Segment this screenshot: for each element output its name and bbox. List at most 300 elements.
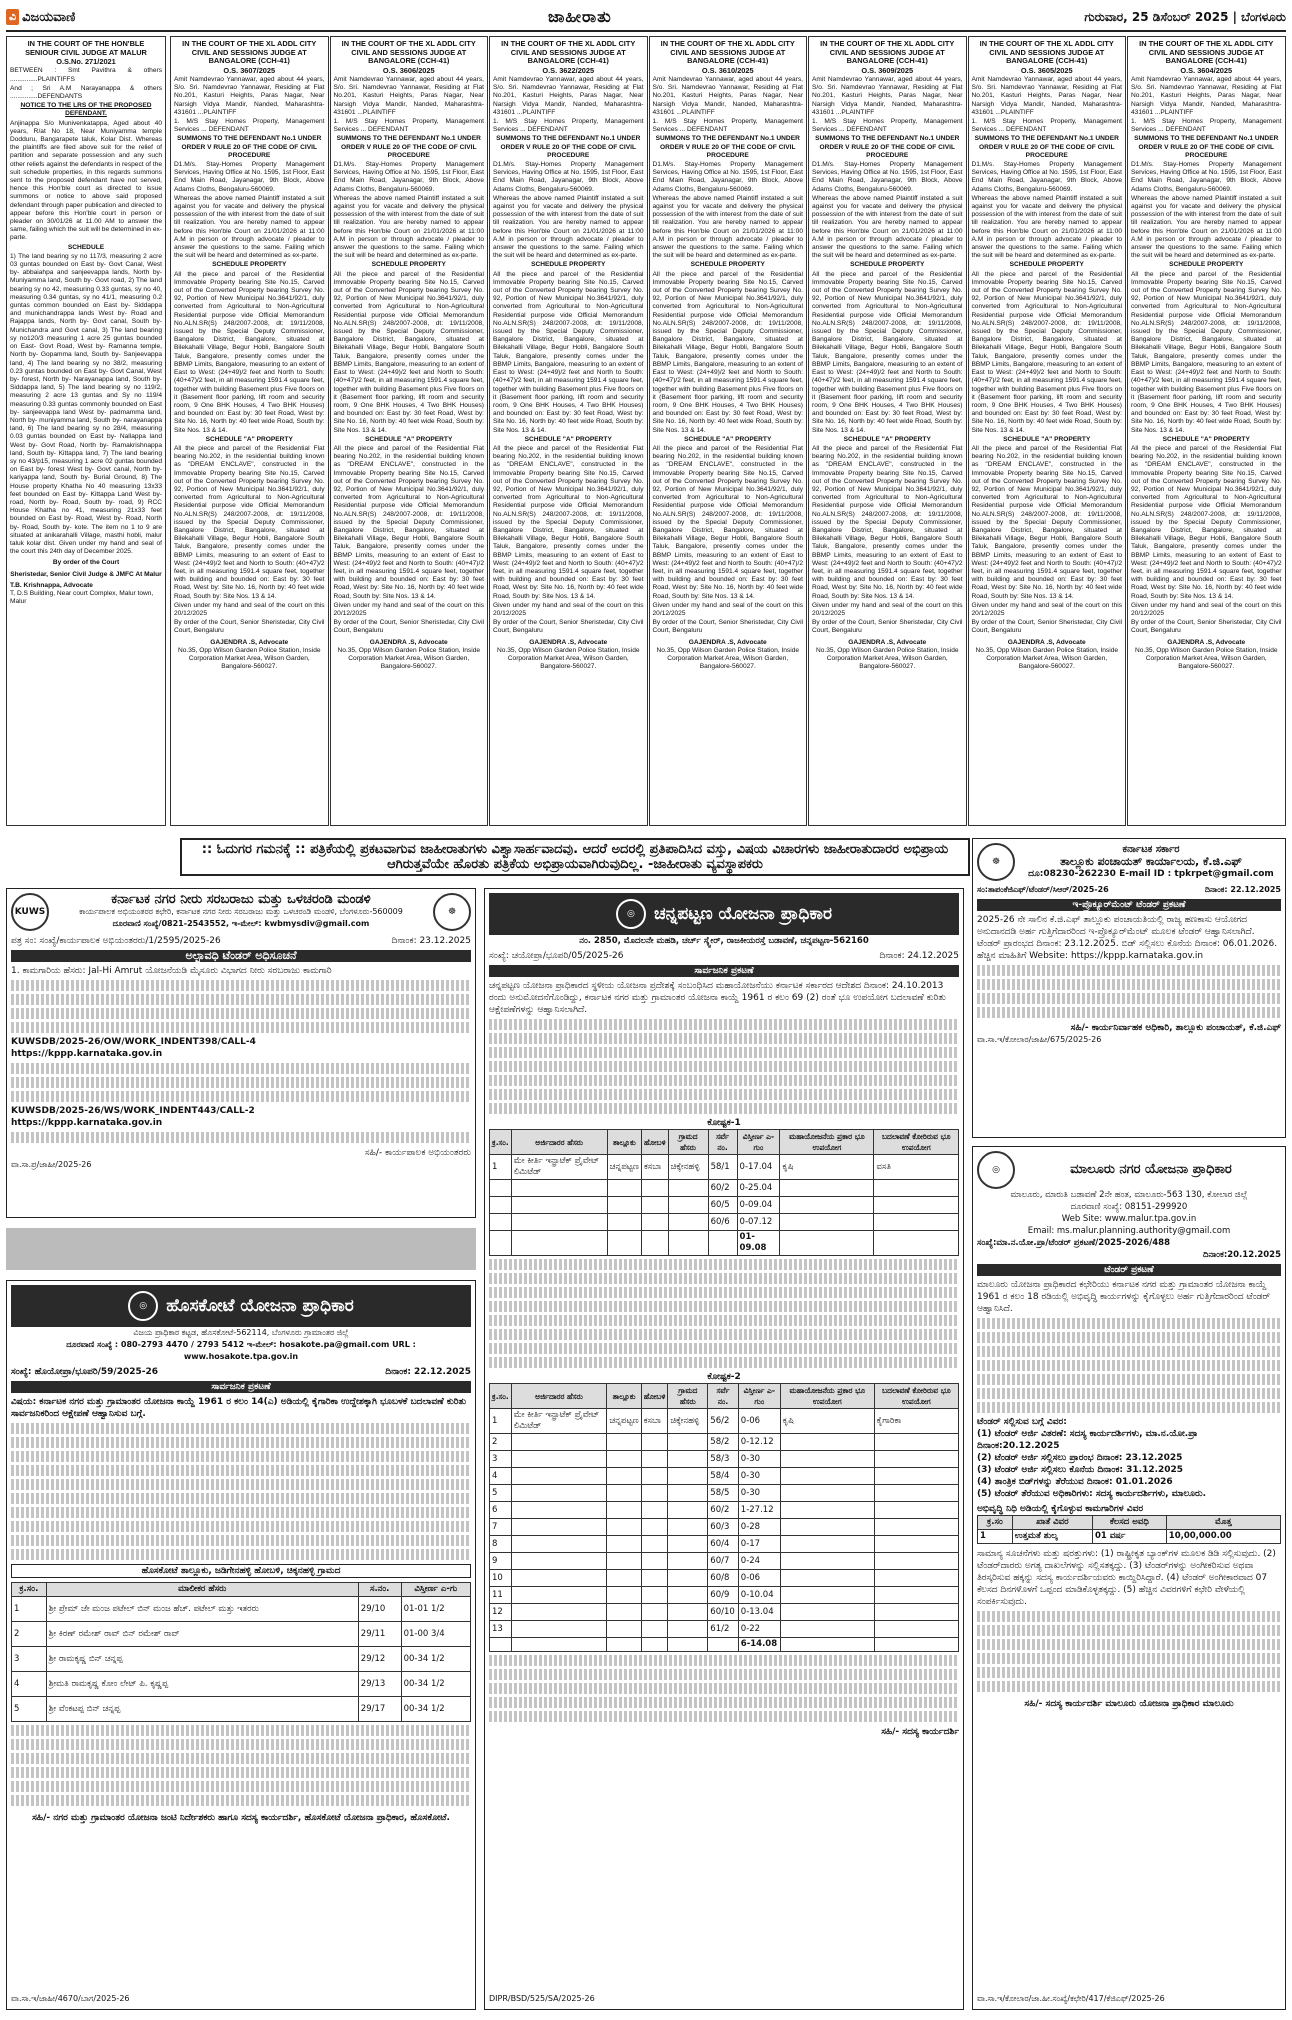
- column-header: ಮಹಾಯೋಜನೆಯ ಪ್ರಕಾರ ಭೂ ಉಪಯೋಗ: [780, 1130, 874, 1155]
- table-cell-village: [668, 1180, 708, 1197]
- column-header: ಸರ್ವೆ ನಂ.: [708, 1130, 737, 1155]
- malur-phone: ದೂರವಾಣಿ ಸಂಖ್ಯೆ: 08151-299920: [1070, 1202, 1188, 1212]
- table-cell: ಉತ್ತಮತೆ ಶುಲ್ಕ: [1012, 1530, 1092, 1544]
- table-cell-hobli: [641, 1468, 668, 1485]
- malur-date: ದಿನಾಂಕ:20.12.2025: [1203, 1250, 1281, 1260]
- channapatna-title: ಚನ್ನಪಟ್ಟಣ ಯೋಜನಾ ಪ್ರಾಧಿಕಾರ: [653, 904, 832, 924]
- channapatna-date: ದಿನಾಂಕ: 24.12.2025: [879, 951, 959, 961]
- readers-notice-banner: :: ಓದುಗರ ಗಮನಕ್ಕೆ :: ಪತ್ರಿಕೆಯಲ್ಲಿ ಪ್ರಕಟವಾಗುವ ಜಾಹೀರಾತುಗಳು ವಿಶ್ವಾಸಾರ್ಹವಾದವು. ಆದರೆ ಅದರಲ್ಲಿ ಪ್ರತಿಪಾದಿಸಿದ ವಸ್ತು, ವಿಷಯ ವಿಚಾರಗಳು ಜಾಹೀರಾತುದಾರರ ಅಭಿಪ್ರಾಯ ಆಗಿರುತ್ತವೆಯೇ ಹೊರತು ಪತ್ರಿಕೆಯ ಅಭಿಪ್ರಾಯವಾಗಿರುವುದಿಲ್ಲ. -ಜಾಹೀರಾತು ವ್ಯವಸ್ಥಾಪಕರು: [180, 838, 970, 876]
- malur-ref: ಸಂಖ್ಯೆ:ಮಾ.ನ.ಯೋ.ಪ್ರಾ/ಟೆಂಡರ್ ಪ್ರಕಟಣೆ/2025-2026/488: [977, 1238, 1170, 1248]
- schedule-a-heading: SCHEDULE "A" PROPERTY: [524, 435, 612, 443]
- column-header: ಖಾತೆ ವಿವರ: [1012, 1516, 1092, 1530]
- malur-address: ಮಾಲೂರು, ಮಾರುತಿ ಬಡಾವಣೆ 2ನೇ ಹಂತ, ಮಾಲೂರು-563 130, ಕೋಲಾರ ಜಿಲ್ಲೆ: [1010, 1190, 1248, 1200]
- table-cell-applicant: [511, 1587, 607, 1604]
- table-row: [490, 1536, 959, 1553]
- table-cell: 29/12: [358, 1647, 401, 1672]
- table-cell-survey: 60/2: [708, 1180, 737, 1197]
- table-cell-num: 9: [490, 1553, 512, 1570]
- schedule-a-heading: SCHEDULE "A" PROPERTY: [684, 435, 772, 443]
- column-header: ಕ್ರ.ಸಂ.: [490, 1130, 512, 1155]
- defendant-address: D1.M/s. Stay-Homes Property Management Services, Having Office at No. 1595, 1st Floor, East End Main Road, Jayanagar, 9th Block, Above Adams Cloths, Bengaluru-560069.: [493, 161, 644, 193]
- order-line: By order of the Court, Senior Sheristedar, City Civil Court, Bengaluru: [971, 619, 1122, 635]
- table-cell-survey: 60/3: [708, 1519, 739, 1536]
- table-cell-use: [874, 1553, 958, 1570]
- defendant: 1. M/S Stay Homes Property, Management Services ... DEFENDANT: [333, 118, 484, 134]
- table-cell-mp: [780, 1451, 874, 1468]
- kuwsdb-address: ಕಾರ್ಯಪಾಲಕ ಅಭಿಯಂತರರ ಕಛೇರಿ, ಕರ್ನಾಟಕ ನಗರ ನೀರು ಸರಬರಾಜು ಮತ್ತು ಒಳಚರಂಡಿ ಮಂಡಳಿ, ಬೆಂಗಳೂರು-560009: [79, 907, 403, 916]
- table-cell-village: ಚಿಕ್ಕೇನಹಳ್ಳಿ: [668, 1409, 708, 1434]
- table-cell-area: 0-12.12: [738, 1434, 780, 1451]
- table-cell-use: [874, 1180, 959, 1197]
- column-header: ಅರ್ಜಿದಾರರ ಹೆಸರು: [511, 1384, 607, 1409]
- table-cell-village: [668, 1570, 708, 1587]
- table-cell: 5: [12, 1697, 47, 1722]
- table-cell-village: [668, 1536, 708, 1553]
- given-line: Given under my hand and seal of the court on this 20/12/2025: [493, 601, 644, 617]
- table-cell-applicant: [511, 1468, 607, 1485]
- table-cell-use: [874, 1197, 959, 1214]
- table-row: [490, 1197, 959, 1214]
- order-line: By order of the Court, Senior Sheristedar, City Civil Court, Bengaluru: [174, 619, 325, 635]
- column-header: ಸರ್ವೆ ನಂ.: [708, 1384, 739, 1409]
- table-cell-use: [874, 1570, 958, 1587]
- table-cell-area: 0-06: [738, 1570, 780, 1587]
- table-cell-survey: 60/7: [708, 1553, 739, 1570]
- kuwsdb-date: ದಿನಾಂಕ: 23.12.2025: [391, 936, 471, 946]
- advocate-address: No.35, Opp Wilson Garden Police Station, Inside Corporation Market Area, Wilson Garden, Bangalore-560027.: [656, 646, 800, 671]
- court-notice-7: [1127, 36, 1286, 826]
- karnataka-emblem-icon: ☸: [433, 893, 471, 931]
- table-cell-num: 5: [490, 1485, 512, 1502]
- court-notice-1: [170, 36, 329, 826]
- summons-heading: SUMMONS TO THE DEFENDANT No.1 UNDER ORDER V RULE 20 OF THE CODE OF CIVIL PROCEDURE: [655, 135, 800, 159]
- kuwsdb-title: ಕರ್ನಾಟಕ ನಗರ ನೀರು ಸರಬರಾಜು ಮತ್ತು ಒಳಚರಂಡಿ ಮಂಡಳಿ: [111, 892, 371, 907]
- table-cell-use: [874, 1214, 959, 1231]
- given-line: Given under my hand and seal of the court on this 20/12/2025: [812, 601, 963, 617]
- schedule-a-heading: SCHEDULE "A" PROPERTY: [1003, 435, 1091, 443]
- table-cell-applicant: [511, 1536, 607, 1553]
- table-cell-use: [874, 1621, 958, 1638]
- table-cell-num: 1: [490, 1155, 512, 1180]
- table-cell-survey: 58/1: [708, 1155, 737, 1180]
- summons-heading: SUMMONS TO THE DEFENDANT No.1 UNDER ORDER V RULE 20 OF THE CODE OF CIVIL PROCEDURE: [974, 135, 1119, 159]
- table-row: [490, 1553, 959, 1570]
- kuwsdb-url2[interactable]: https://kppp.karnataka.gov.in: [11, 1118, 163, 1128]
- malur-tender: [972, 1146, 1286, 2010]
- column-header: ಅರ್ಜಿದಾರರ ಹೆಸರು: [511, 1130, 607, 1155]
- defendant-address: D1.M/s. Stay-Homes Property Management Services, Having Office at No. 1595, 1st Floor, East End Main Road, Jayanagar, 9th Block, Above Adams Cloths, Bengaluru-560069.: [1131, 161, 1282, 193]
- total-cell: [708, 1638, 739, 1652]
- summons-body: Whereas the above named Plaintiff instated a suit against you for vacate and delivery the physical possession of the with interest from the date of suit till realization. You are hereby named to appear before this Hon'ble Court on 21/01/2026 at 11:00 A.M in person or through advocate / pleader to answer the questions to the same. Failing which the suit will be heard and determined as ex-parte.: [652, 194, 803, 260]
- hosakote-table: [11, 1582, 471, 1722]
- table-row: [490, 1502, 959, 1519]
- table-cell-taluk: [607, 1485, 641, 1502]
- advocate: GAJENDRA .S, Advocate: [210, 638, 289, 646]
- kgf-tender: [972, 838, 1286, 1138]
- table-cell-survey: 60/5: [708, 1197, 737, 1214]
- newspaper-logo: ವಿ ವಿಜಯವಾಣಿ: [6, 9, 75, 25]
- table-row: [490, 1451, 959, 1468]
- table-cell-hobli: [641, 1197, 668, 1214]
- table-cell: ಶ್ರೀ ಪ್ರೇಮ್ ಜೇ ಮಂಜ ಪಟೇಲ್ ಬಿನ್ ಮಂಜ ಹೆಚ್. ಪಟೇಲ್ ಮತ್ತು ಇತರರು: [46, 1597, 358, 1622]
- table-cell-taluk: [607, 1180, 641, 1197]
- malur-body: ಮಾಲೂರು ಯೋಜನಾ ಪ್ರಾಧಿಕಾರದ ಕಛೇರಿಯು ಕರ್ನಾಟಕ ನಗರ ಮತ್ತು ಗ್ರಾಮಾಂತರ ಯೋಜನಾ ಕಾಯ್ದೆ 1961 ರ ಕಲಂ 18 ರಡಿಯಲ್ಲಿ ಅಭಿವೃದ್ಧಿ ಕಾರ್ಯಗಳನ್ನು ಕೈಗೊಳ್ಳಲು ಅರ್ಹ ಗುತ್ತಿಗೆದಾರರಿಂದ ಟೆಂಡರ್ ಆಹ್ವಾನಿಸಿದೆ.: [977, 1280, 1271, 1314]
- table-cell-survey: 58/5: [708, 1485, 739, 1502]
- table-cell-area: 0-30: [738, 1485, 780, 1502]
- malur-work-heading: ಅಭಿವೃದ್ಧಿ ನಿಧಿ ಅಡಿಯಲ್ಲಿ ಕೈಗೊಳ್ಳುವ ಕಾಮಗಾರಿಗಳ ವಿವರ: [977, 1504, 1144, 1514]
- channapatna-sign: ಸಹಿ/- ಸದಸ್ಯ ಕಾರ್ಯದರ್ಶಿ: [881, 1727, 959, 1737]
- table-cell-num: 3: [490, 1451, 512, 1468]
- summons-heading: SUMMONS TO THE DEFENDANT No.1 UNDER ORDER V RULE 20 OF THE CODE OF CIVIL PROCEDURE: [1134, 135, 1279, 159]
- summons-heading: SUMMONS TO THE DEFENDANT No.1 UNDER ORDER V RULE 20 OF THE CODE OF CIVIL PROCEDURE: [815, 135, 960, 159]
- advocate-address: No.35, Opp Wilson Garden Police Station, Inside Corporation Market Area, Wilson Garden, Bangalore-560027.: [496, 646, 640, 671]
- table-cell-survey: 60/2: [708, 1502, 739, 1519]
- hosakote-body: ವಿಷಯ: ಕರ್ನಾಟಕ ನಗರ ಮತ್ತು ಗ್ರಾಮಾಂತರ ಯೋಜನಾ ಕಾಯ್ದೆ 1961 ರ ಕಲಂ 14(ಎ) ಅಡಿಯಲ್ಲಿ ಕೈಗಾರಿಕಾ ಉದ್ದೇಶಕ್ಕಾಗಿ ಭೂಬಳಕೆ ಬದಲಾವಣೆ ಕುರಿತು ಸಾರ್ವಜನಿಕರಿಂದ ಆಕ್ಷೇಪಣೆ ಆಹ್ವಾನಿಸುವ ಬಗ್ಗೆ.: [11, 1397, 467, 1419]
- malur-work-table: [977, 1515, 1281, 1544]
- advocate-address: No.35, Opp Wilson Garden Police Station, Inside Corporation Market Area, Wilson Garden, Bangalore-560027.: [1134, 646, 1278, 671]
- order-line: By order of the Court, Senior Sheristedar, City Civil Court, Bengaluru: [1131, 619, 1282, 635]
- summons-body: Whereas the above named Plaintiff instated a suit against you for vacate and delivery the physical possession of the with interest from the date of suit till realization. You are hereby named to appear before this Hon'ble Court on 21/01/2026 at 11:00 A.M in person or through advocate / pleader to answer the questions to the same. Failing which the suit will be heard and determined as ex-parte.: [493, 194, 644, 260]
- advocate: GAJENDRA .S, Advocate: [1007, 638, 1086, 646]
- table-cell-applicant: [511, 1519, 607, 1536]
- given-line: Given under my hand and seal of the court on this 20/12/2025: [174, 601, 325, 617]
- table-row: [490, 1468, 959, 1485]
- sheristedar: Sheristedar, Senior Civil Judge & JMFC At Malur: [10, 570, 162, 578]
- table-cell-applicant: ಮೇ ಕೀರ್ತಿ ಇನ್ಫ್ರಾಟೆಕ್ ಪ್ರೈವೇಟ್ ಲಿಮಿಟೆಡ್: [511, 1155, 607, 1180]
- malur-title: ಮಾಲೂರು ನಗರ ಯೋಜನಾ ಪ್ರಾಧಿಕಾರ: [1070, 1162, 1232, 1177]
- total-cell: [511, 1231, 607, 1256]
- total-cell: [607, 1231, 641, 1256]
- table-cell: 10,00,000.00: [1166, 1530, 1280, 1544]
- table-cell-applicant: [511, 1197, 607, 1214]
- channapatna-body: ಚನ್ನಪಟ್ಟಣ ಯೋಜನಾ ಪ್ರಾಧಿಕಾರದ ಸ್ಥಳೀಯ ಯೋಜನಾ ಪ್ರದೇಶಕ್ಕೆ ಸಂಬಂಧಿಸಿದ ಮಹಾಯೋಜನೆಯು ಕರ್ನಾಟಕ ಸರ್ಕಾರದ ಆದೇಶದ ದಿನಾಂಕ: 24.10.2013 ರಂದು ಅನುಮೋದನೆಗೊಂಡಿದ್ದು, ಕರ್ನಾಟಕ ನಗರ ಮತ್ತು ಗ್ರಾಮಾಂತರ ಯೋಜನಾ ಕಾಯ್ದೆ 1961 ರ ಕಲಂ 69 (2) ರಂತೆ ಭೂ ಉಪಯೋಗ ಬದಲಾವಣೆ ಕುರಿತು ಆಕ್ಷೇಪಣೆಗಳನ್ನು ಆಹ್ವಾನಿಸಲಾಗಿದೆ.: [489, 981, 947, 1015]
- court-notice-6: [968, 36, 1127, 826]
- column-header: ಮೊತ್ತ: [1166, 1516, 1280, 1530]
- table-row: [490, 1519, 959, 1536]
- summons-heading: SUMMONS TO THE DEFENDANT No.1 UNDER ORDER V RULE 20 OF THE CODE OF CIVIL PROCEDURE: [177, 135, 322, 159]
- case-number: O.S. 3622/2025: [542, 65, 595, 75]
- advocate: GAJENDRA .S, Advocate: [848, 638, 927, 646]
- schedule-text: All the piece and parcel of the Residential Immovable Property bearing Site No.15, Carved out of the Converted Property bearing Survey No. 92, Portion of New Municipal No.3641/92/1, duly converted from Agricultural to Non-Agricultural Residential purpose vide Official Memorandum No.ALN.SR(S) 248/2007-2008, dt: 19/11/2008, issued by the Special Deputy Commissioner, Bangalore District, Bangalore, situated at Bilekahalli Village, Begur Hobli, Bangalore South Taluk, Bangalore, presently comes under the BBMP Limits, Bangalore, measuring to an extent of East to West: (24+49)/2 feet and North to South: (40+47)/2 feet, in all measuring 1591.4 square feet, together with building Basement plus Five floors on it (Basement floor parking, lift room and security room, 9 One BHK Houses, 4 Two BHK Houses) and bounded on: East by: 30 feet Road, West by: Site No. 16, North by: 40 feet wide Road, South by: Site Nos. 13 & 14.: [812, 270, 963, 434]
- table-cell-area: 0-17: [738, 1536, 780, 1553]
- table-cell-taluk: [607, 1587, 641, 1604]
- table-cell-village: [668, 1197, 708, 1214]
- plaintiff: Amit Namdevrao Yannawar, aged about 44 years, S/o. Sri. Namdevrao Yannawar, Residing at Flat No.201, Kasturi Heights, Paras Nagar, Near Narsigh Vidya Mandir, Nanded, Maharashtra-431601 ...PLAINTIFF: [652, 75, 803, 116]
- court-name: IN THE COURT OF THE XL ADDL CITY CIVIL AND SESSIONS JUDGE AT BANGALORE (CCH-41): [501, 39, 636, 66]
- table-cell-mp: [780, 1434, 874, 1451]
- schedule-a-text: All the piece and parcel of the Residential Flat bearing No.202, in the residential building known as "DREAM ENCLAVE", constructed in the Immovable Property bearing Site No.15, Carved out of the Converted Property bearing Survey No. 92, Portion of New Municipal No.3641/92/1, duly converted from Agricultural to Non-Agricultural Residential purpose vide Official Memorandum No.ALN.SR(S) 248/2007-2008, dt: 19/11/2008, issued by the Special Deputy Commissioner, Bangalore District, Bangalore, situated at Bilekahalli Village, Begur Hobli, Bangalore South Taluk, Bangalore, presently comes under the BBMP Limits, measuring to an extent of East to West: (24+49)/2 feet and North to South: (40+47)/2 feet, in all measuring 1591.4 square feet, together with building and bounded on: East by: 30 feet Road, West by: Site No. 16, North by: 40 feet wide Road, South by: Site Nos. 13 & 14.: [333, 444, 484, 600]
- column-header: ಹೋಬಳಿ: [641, 1384, 668, 1409]
- table-cell-hobli: [641, 1553, 668, 1570]
- table-cell-use: [874, 1587, 958, 1604]
- table-cell-survey: 60/10: [708, 1604, 739, 1621]
- hosakote-contact: ದೂರವಾಣಿ ಸಂಖ್ಯೆ : 080-2793 4470 / 2793 5412 ಇ-ಮೇಲ್: hosakote.pa@gmail.com URL : www.hosakote.tpa.gov.in: [66, 1340, 416, 1361]
- hosakote-address: ವಿಜಯ ಪ್ರಾಧಿಕಾರ ಕಟ್ಟಡ, ಹೊಸಕೋಟೆ-562114, ಬೆಂಗಳೂರು ಗ್ರಾಮಾಂತರ ಜಿಲ್ಲೆ: [133, 1328, 349, 1337]
- case-number: O.S. 3607/2025: [223, 65, 276, 75]
- summons-heading: SUMMONS TO THE DEFENDANT No.1 UNDER ORDER V RULE 20 OF THE CODE OF CIVIL PROCEDURE: [336, 135, 481, 159]
- table-cell-village: [668, 1485, 708, 1502]
- malur-email[interactable]: Email: ms.malur.planning.authority@gmail.com: [1027, 1226, 1231, 1236]
- total-cell: 01-09.08: [737, 1231, 780, 1256]
- case-number: O.S.No. 271/2021: [56, 57, 116, 67]
- court-name: IN THE COURT OF THE XL ADDL CITY CIVIL AND SESSIONS JUDGE AT BANGALORE (CCH-41): [341, 39, 476, 66]
- table-cell: ಶ್ರೀ ಕಿರಣ್ ರಮೇಶ್ ರಾವ್ ಬಿನ್ ರಮೇಶ್ ರಾವ್: [46, 1622, 358, 1647]
- hosakote-heading: ಸಾರ್ವಜನಿಕ ಪ್ರಕಟಣೆ: [11, 1381, 471, 1393]
- table-cell: 1: [978, 1530, 1013, 1544]
- kgf-footer: ವಾ.ಸಾ.ಇ/ಕೋಲಾರ/ಜಾಹೀ/675/2025-26: [977, 1035, 1102, 1044]
- defendant: 1. M/S Stay Homes Property, Management Services ... DEFENDANT: [1131, 118, 1282, 134]
- total-cell: [490, 1231, 512, 1256]
- table-cell-mp: ಕೃಷಿ: [780, 1155, 874, 1180]
- court-notice-2: [330, 36, 489, 826]
- summons-body: Whereas the above named Plaintiff instated a suit against you for vacate and delivery the physical possession of the with interest from the date of suit till realization. You are hereby named to appear before this Hon'ble Court on 21/01/2026 at 11:00 A.M in person or through advocate / pleader to answer the questions to the same. Failing which the suit will be heard and determined as ex-parte.: [971, 194, 1122, 260]
- table-cell-taluk: [607, 1434, 641, 1451]
- defendant: 1. M/S Stay Homes Property, Management Services ... DEFENDANT: [971, 118, 1122, 134]
- table-cell-area: 0-22: [738, 1621, 780, 1638]
- table-cell: 01-00 3/4: [401, 1622, 470, 1647]
- advocate-address: No.35, Opp Wilson Garden Police Station, Inside Corporation Market Area, Wilson Garden, Bangalore-560027.: [975, 646, 1119, 671]
- notice-title: IN THE COURT OF THE HON'BLE SENIOUR CIVIL JUDGE AT MALUR: [25, 39, 147, 57]
- table-cell-mp: [780, 1197, 874, 1214]
- total-cell: [641, 1231, 668, 1256]
- table-cell-area: 0-30: [738, 1451, 780, 1468]
- schedule-heading: SCHEDULE PROPERTY: [212, 261, 287, 269]
- column-header: ಹೋಬಳಿ: [641, 1130, 668, 1155]
- table-cell-applicant: [511, 1214, 607, 1231]
- malur-logo-icon: ◎: [977, 1151, 1015, 1189]
- table-cell-num: [490, 1214, 512, 1231]
- schedule-heading: SCHEDULE PROPERTY: [531, 261, 606, 269]
- table-cell-area: 0-10.04: [738, 1587, 780, 1604]
- total-row: [490, 1638, 959, 1652]
- channapatna-notice: [484, 888, 964, 2010]
- table-cell-num: 10: [490, 1570, 512, 1587]
- section-title: ಜಾಹೀರಾತು: [548, 7, 612, 26]
- column-header: ಕ್ರ.ಸಂ: [978, 1516, 1013, 1530]
- kuwsdb-ref: ಪತ್ರ ಸಂ: ಸಂಖ್ಯೆ/ಕಾರ್ಯಪಾಲಕ ಅಭಿಯಂತರರು/1/2595/2025-26: [11, 936, 221, 946]
- kgf-office: ತಾಲ್ಲೂಕು ಪಂಚಾಯತ್ ಕಾರ್ಯಾಲಯ, ಕೆ.ಜಿ.ಎಫ್: [1060, 855, 1242, 868]
- channapatna-footer: DIPR/BSD/525/SA/2025-26: [489, 1994, 595, 2003]
- total-cell: [490, 1638, 512, 1652]
- table-cell-mp: [780, 1604, 874, 1621]
- schedule-text: All the piece and parcel of the Residential Immovable Property bearing Site No.15, Carved out of the Converted Property bearing Survey No. 92, Portion of New Municipal No.3641/92/1, duly converted from Agricultural to Non-Agricultural Residential purpose vide Official Memorandum No.ALN.SR(S) 248/2007-2008, dt: 19/11/2008, issued by the Special Deputy Commissioner, Bangalore District, Bangalore, situated at Bilekahalli Village, Begur Hobli, Bangalore South Taluk, Bangalore, presently comes under the BBMP Limits, Bangalore, measuring to an extent of East to West: (24+49)/2 feet and North to South: (40+47)/2 feet, in all measuring 1591.4 square feet, together with building Basement plus Five floors on it (Basement floor parking, lift room and security room, 9 One BHK Houses, 4 Two BHK Houses) and bounded on: East by: 30 feet Road, West by: Site No. 16, North by: 40 feet wide Road, South by: Site Nos. 13 & 14.: [493, 270, 644, 434]
- table-row: [490, 1409, 959, 1434]
- advocate-address: T, D.S Building, Near court Complex, Malur town, Malur: [10, 589, 154, 606]
- table-cell-survey: 58/3: [708, 1451, 739, 1468]
- kuwsdb-tender: [6, 888, 476, 1218]
- column-header: ವಿಸ್ತೀರ್ಣ ಎ-ಗು: [401, 1583, 470, 1597]
- table-cell: 29/11: [358, 1622, 401, 1647]
- advocate-address: No.35, Opp Wilson Garden Police Station, Inside Corporation Market Area, Wilson Garden, Bangalore-560027.: [337, 646, 481, 671]
- table-cell-taluk: [607, 1536, 641, 1553]
- schedule-a-heading: SCHEDULE "A" PROPERTY: [365, 435, 453, 443]
- table-cell-applicant: [511, 1180, 607, 1197]
- table-row: [490, 1434, 959, 1451]
- total-cell: [607, 1638, 641, 1652]
- table-cell-applicant: ಮೇ ಕೀರ್ತಿ ಇನ್ಫ್ರಾಟೆಕ್ ಪ್ರೈವೇಟ್ ಲಿಮಿಟೆಡ್: [511, 1409, 607, 1434]
- table-cell-num: 12: [490, 1604, 512, 1621]
- column-header: ಕ್ರ.ಸಂ.: [490, 1384, 512, 1409]
- table2-title: ಕೋಷ್ಟಕ-2: [707, 1372, 741, 1382]
- table-cell: 00-34 1/2: [401, 1697, 470, 1722]
- table-cell-num: 13: [490, 1621, 512, 1638]
- table-cell-num: 7: [490, 1519, 512, 1536]
- table-cell-survey: 58/4: [708, 1468, 739, 1485]
- court-name: IN THE COURT OF THE XL ADDL CITY CIVIL AND SESSIONS JUDGE AT BANGALORE (CCH-41): [979, 39, 1114, 66]
- table-cell: 00-34 1/2: [401, 1672, 470, 1697]
- given-line: Given under my hand and seal of the court on this 20/12/2025: [1131, 601, 1282, 617]
- table-cell-hobli: [641, 1604, 668, 1621]
- table-row: [490, 1570, 959, 1587]
- table-cell-num: 1: [490, 1409, 512, 1434]
- table-cell: 29/17: [358, 1697, 401, 1722]
- plaintiff: Amit Namdevrao Yannawar, aged about 44 years, S/o. Sri. Namdevrao Yannawar, Residing at Flat No.201, Kasturi Heights, Paras Nagar, Near Narsigh Vidya Mandir, Nanded, Maharashtra-431601 ...PLAINTIFF: [971, 75, 1122, 116]
- table-cell-num: 6: [490, 1502, 512, 1519]
- plaintiff: Amit Namdevrao Yannawar, aged about 44 years, S/o. Sri. Namdevrao Yannawar, Residing at Flat No.201, Kasturi Heights, Paras Nagar, Near Narsigh Vidya Mandir, Nanded, Maharashtra-431601 ...PLAINTIFF: [493, 75, 644, 116]
- table-cell-mp: [780, 1502, 874, 1519]
- table-cell-taluk: [607, 1502, 641, 1519]
- advocate: GAJENDRA .S, Advocate: [688, 638, 767, 646]
- table-cell-area: 0-06: [738, 1409, 780, 1434]
- table-row: [490, 1485, 959, 1502]
- table-row: [12, 1647, 471, 1672]
- hosakote-date: ದಿನಾಂಕ: 22.12.2025: [385, 1367, 471, 1377]
- schedule-a-heading: SCHEDULE "A" PROPERTY: [843, 435, 931, 443]
- malur-web[interactable]: Web Site: www.malur.tpa.gov.in: [1061, 1214, 1197, 1224]
- table-cell-hobli: [641, 1180, 668, 1197]
- kgf-heading: ಇ-ಪ್ರೊಕ್ಯೂರ್‌ಮೆಂಟ್ ಟೆಂಡರ್ ಪ್ರಕಟಣೆ: [977, 899, 1281, 911]
- court-name: IN THE COURT OF THE XL ADDL CITY CIVIL AND SESSIONS JUDGE AT BANGALORE (CCH-41): [182, 39, 317, 66]
- column-header: ವಿಸ್ತೀರ್ಣ ಎ-ಗುಂ: [737, 1130, 780, 1155]
- hosakote-ref: ಸಂಖ್ಯೆ: ಹೊಯೋಪ್ರಾ/ಭೂಪರಿ/59/2025-26: [11, 1367, 158, 1377]
- table-cell-mp: [780, 1519, 874, 1536]
- case-number: O.S. 3610/2025: [701, 65, 754, 75]
- hosakote-title: ಹೊಸಕೋಟೆ ಯೋಜನಾ ಪ್ರಾಧಿಕಾರ: [166, 1296, 354, 1316]
- schedule-a-text: All the piece and parcel of the Residential Flat bearing No.202, in the residential building known as "DREAM ENCLAVE", constructed in the Immovable Property bearing Site No.15, Carved out of the Converted Property bearing Survey No. 92, Portion of New Municipal No.3641/92/1, duly converted from Agricultural to Non-Agricultural Residential purpose vide Official Memorandum No.ALN.SR(S) 248/2007-2008, dt: 19/11/2008, issued by the Special Deputy Commissioner, Bangalore District, Bangalore, situated at Bilekahalli Village, Begur Hobli, Bangalore South Taluk, Bangalore, presently comes under the BBMP Limits, measuring to an extent of East to West: (24+49)/2 feet and North to South: (40+47)/2 feet, in all measuring 1591.4 square feet, together with building and bounded on: East by: 30 feet Road, West by: Site No. 16, North by: 40 feet wide Road, South by: Site Nos. 13 & 14.: [174, 444, 325, 600]
- defendant: 1. M/S Stay Homes Property, Management Services ... DEFENDANT: [174, 118, 325, 134]
- table-cell-village: ಚಿಕ್ಕೇನಹಳ್ಳಿ: [668, 1155, 708, 1180]
- kuwsdb-heading: ಅಲ್ಪಾವಧಿ ಟೆಂಡರ್ ಅಧಿಸೂಚನೆ: [11, 950, 471, 962]
- schedule-a-heading: SCHEDULE "A" PROPERTY: [205, 435, 293, 443]
- and: And ; Sri A.M Narayanappa & others ...............DEFENDANTS: [10, 84, 162, 100]
- column-header: ಮಾಲೀಕರ ಹೆಸರು: [46, 1583, 358, 1597]
- kuwsdb-url1[interactable]: https://kppp.karnataka.gov.in: [11, 1049, 163, 1059]
- channapatna-heading: ಸಾರ್ವಜನಿಕ ಪ್ರಕಟಣೆ: [489, 965, 959, 977]
- table-row: [12, 1697, 471, 1722]
- advocate: GAJENDRA .S, Advocate: [529, 638, 608, 646]
- table-cell-taluk: [607, 1570, 641, 1587]
- schedule-item: (3) ಟೆಂಡರ್ ಅರ್ಜಿ ಸಲ್ಲಿಸಲು ಕೊನೆಯ ದಿನಾಂಕ: 31.12.2025: [977, 1465, 1184, 1475]
- court-notice-5: [808, 36, 967, 826]
- table-cell: ಶ್ರೀ ರಾಮಕೃಷ್ಣ ಬಿನ್ ಚನ್ನಪ್ಪ: [46, 1647, 358, 1672]
- table-cell-use: [874, 1536, 958, 1553]
- schedule-item: (5) ಟೆಂಡರ್ ತೆರೆಯುವ ಅಧಿಕಾರಿಗಳು: ಸದಸ್ಯ ಕಾರ್ಯದರ್ಶಿಗಳು, ಮಾಲೂರು.: [977, 1489, 1207, 1499]
- table-cell-use: [874, 1604, 958, 1621]
- table-cell-survey: 56/2: [708, 1409, 739, 1434]
- total-cell: [668, 1231, 708, 1256]
- schedule-item: (4) ತಾಂತ್ರಿಕ ಬಿಡ್‌ಗಳನ್ನು ತೆರೆಯುವ ದಿನಾಂಕ: 01.01.2026: [977, 1477, 1173, 1487]
- table-cell: ಶ್ರೀ ವೆಂಕಟಪ್ಪ ಬಿನ್ ಚನ್ನಪ್ಪ: [46, 1697, 358, 1722]
- advocate: GAJENDRA .S, Advocate: [1167, 638, 1246, 646]
- table-cell: 01 ವರ್ಷ: [1092, 1530, 1166, 1544]
- malur-schedule-heading: ಟೆಂಡರ್ ಸಲ್ಲಿಸುವ ಬಗ್ಗೆ ವಿವರ:: [977, 1417, 1067, 1427]
- table-cell: 3: [12, 1647, 47, 1672]
- kuwsdb-footer: ವಾ.ಸಾ.ಪ್ರ/ಜಾಹೀ/2025-26: [11, 1160, 92, 1169]
- column-header: ಬದಲಾವಣೆ ಕೋರಿರುವ ಭೂ ಉಪಯೋಗ: [874, 1130, 959, 1155]
- channapatna-logo-icon: ◎: [616, 899, 646, 929]
- between: BETWEEN : Smt Pavithra & others ...............PLAINTIFFS: [10, 67, 162, 83]
- schedule-text: All the piece and parcel of the Residential Immovable Property bearing Site No.15, Carved out of the Converted Property bearing Survey No. 92, Portion of New Municipal No.3641/92/1, duly converted from Agricultural to Non-Agricultural Residential purpose vide Official Memorandum No.ALN.SR(S) 248/2007-2008, dt: 19/11/2008, issued by the Special Deputy Commissioner, Bangalore District, Bangalore, situated at Bilekahalli Village, Begur Hobli, Bangalore South Taluk, Bangalore, presently comes under the BBMP Limits, Bangalore, measuring to an extent of East to West: (24+49)/2 feet and North to South: (40+47)/2 feet, in all measuring 1591.4 square feet, together with building Basement plus Five floors on it (Basement floor parking, lift room and security room, 9 One BHK Houses, 4 Two BHK Houses) and bounded on: East by: 30 feet Road, West by: Site No. 16, North by: 40 feet wide Road, South by: Site Nos. 13 & 14.: [1131, 270, 1282, 434]
- table-cell-area: 0-24: [738, 1553, 780, 1570]
- table-cell-mp: [780, 1570, 874, 1587]
- table-cell-mp: ಕೃಷಿ: [780, 1409, 874, 1434]
- defendant: 1. M/S Stay Homes Property, Management Services ... DEFENDANT: [652, 118, 803, 134]
- table-cell-village: [668, 1553, 708, 1570]
- advocate: GAJENDRA .S, Advocate: [369, 638, 448, 646]
- kgf-date: ದಿನಾಂಕ: 22.12.2025: [1204, 885, 1281, 894]
- table-row: [490, 1604, 959, 1621]
- total-cell: [874, 1638, 958, 1652]
- hosakote-notice: [6, 1280, 476, 2010]
- hosakote-sign: ಸಹಿ/- ನಗರ ಮತ್ತು ಗ್ರಾಮಾಂತರ ಯೋಜನಾ ಜಂಟಿ ನಿರ್ದೇಶಕರು ಹಾಗೂ ಸದಸ್ಯ ಕಾರ್ಯದರ್ಶಿ, ಹೊಸಕೋಟೆ ಯೋಜನಾ ಪ್ರಾಧಿಕಾರ, ಹೊಸಕೋಟೆ.: [32, 1813, 450, 1823]
- table-cell-village: [668, 1621, 708, 1638]
- defendant: 1. M/S Stay Homes Property, Management Services ... DEFENDANT: [493, 118, 644, 134]
- column-header: ಸ.ನಂ.: [358, 1583, 401, 1597]
- table-cell-taluk: [607, 1604, 641, 1621]
- kuwsdb-item1: 1. ಕಾಮಗಾರಿಯ ಹೆಸರು: Jal-Hi Amrut ಯೋಜನೆಯಡಿ ಮೈಸೂರು ವಿಭಾಗದ ನೀರು ಸರಬರಾಜು ಕಾಮಗಾರಿ: [11, 966, 332, 976]
- summons-body: Whereas the above named Plaintiff instated a suit against you for vacate and delivery the physical possession of the with interest from the date of suit till realization. You are hereby named to appear before this Hon'ble Court on 21/01/2026 at 11:00 A.M in person or through advocate / pleader to answer the questions to the same. Failing which the suit will be heard and determined as ex-parte.: [1131, 194, 1282, 260]
- table-cell-mp: [780, 1536, 874, 1553]
- table-cell-use: ವಸತಿ: [874, 1155, 959, 1180]
- total-cell: 6-14.08: [738, 1638, 780, 1652]
- table-cell-mp: [780, 1468, 874, 1485]
- table-cell-applicant: [511, 1604, 607, 1621]
- table-row: [12, 1622, 471, 1647]
- table-cell-taluk: [607, 1214, 641, 1231]
- court-name: IN THE COURT OF THE XL ADDL CITY CIVIL AND SESSIONS JUDGE AT BANGALORE (CCH-41): [1139, 39, 1274, 66]
- hosakote-footer: ವಾ.ಸಾ.ಇ/ಜಾಹೀ/4670/ಬಾಗ/2025-26: [11, 1994, 130, 2003]
- table-row: [490, 1180, 959, 1197]
- table-cell-taluk: ಚನ್ನಪಟ್ಟಣ: [607, 1155, 641, 1180]
- table-cell-area: 0-09.04: [737, 1197, 780, 1214]
- table-cell-num: 8: [490, 1536, 512, 1553]
- table-cell: ಶ್ರೀಮತಿ ರಾಮಕೃಷ್ಣ ಕೋಂ ಲೇಟ್ ಪಿ. ಕೃಷ್ಣಪ್ಪ: [46, 1672, 358, 1697]
- schedule-text: All the piece and parcel of the Residential Immovable Property bearing Site No.15, Carved out of the Converted Property bearing Survey No. 92, Portion of New Municipal No.3641/92/1, duly converted from Agricultural to Non-Agricultural Residential purpose vide Official Memorandum No.ALN.SR(S) 248/2007-2008, dt: 19/11/2008, issued by the Special Deputy Commissioner, Bangalore District, Bangalore, situated at Bilekahalli Village, Begur Hobli, Bangalore South Taluk, Bangalore, presently comes under the BBMP Limits, Bangalore, measuring to an extent of East to West: (24+49)/2 feet and North to South: (40+47)/2 feet, in all measuring 1591.4 square feet, together with building Basement plus Five floors on it (Basement floor parking, lift room and security room, 9 One BHK Houses, 4 Two BHK Houses) and bounded on: East by: 30 feet Road, West by: Site No. 16, North by: 40 feet wide Road, South by: Site Nos. 13 & 14.: [333, 270, 484, 434]
- schedule-a-text: All the piece and parcel of the Residential Flat bearing No.202, in the residential building known as "DREAM ENCLAVE", constructed in the Immovable Property bearing Site No.15, Carved out of the Converted Property bearing Survey No. 92, Portion of New Municipal No.3641/92/1, duly converted from Agricultural to Non-Agricultural Residential purpose vide Official Memorandum No.ALN.SR(S) 248/2007-2008, dt: 19/11/2008, issued by the Special Deputy Commissioner, Bangalore District, Bangalore, situated at Bilekahalli Village, Begur Hobli, Bangalore South Taluk, Bangalore, presently comes under the BBMP Limits, measuring to an extent of East to West: (24+49)/2 feet and North to South: (40+47)/2 feet, in all measuring 1591.4 square feet, together with building and bounded on: East by: 30 feet Road, West by: Site No. 16, North by: 40 feet wide Road, South by: Site Nos. 13 & 14.: [812, 444, 963, 600]
- table-cell: 29/10: [358, 1597, 401, 1622]
- notice-heading: NOTICE TO THE LRS OF THE PROPOSED DEFENDANT.: [20, 102, 152, 118]
- table-cell-num: [490, 1180, 512, 1197]
- schedule-text: All the piece and parcel of the Residential Immovable Property bearing Site No.15, Carved out of the Converted Property bearing Survey No. 92, Portion of New Municipal No.3641/92/1, duly converted from Agricultural to Non-Agricultural Residential purpose vide Official Memorandum No.ALN.SR(S) 248/2007-2008, dt: 19/11/2008, issued by the Special Deputy Commissioner, Bangalore District, Bangalore, situated at Bilekahalli Village, Begur Hobli, Bangalore South Taluk, Bangalore, presently comes under the BBMP Limits, Bangalore, measuring to an extent of East to West: (24+49)/2 feet and North to South: (40+47)/2 feet, in all measuring 1591.4 square feet, together with building Basement plus Five floors on it (Basement floor parking, lift room and security room, 9 One BHK Houses, 4 Two BHK Houses) and bounded on: East by: 30 feet Road, West by: Site No. 16, North by: 40 feet wide Road, South by: Site Nos. 13 & 14.: [971, 270, 1122, 434]
- summons-body: Whereas the above named Plaintiff instated a suit against you for vacate and delivery the physical possession of the with interest from the date of suit till realization. You are hereby named to appear before this Hon'ble Court on 21/01/2026 at 11:00 A.M in person or through advocate / pleader to answer the questions to the same. Failing which the suit will be heard and determined as ex-parte.: [812, 194, 963, 260]
- table-cell: 01-01 1/2: [401, 1597, 470, 1622]
- column-header: ಗ್ರಾಮದ ಹೆಸರು: [668, 1384, 708, 1409]
- column-header: ಮಹಾಯೋಜನೆಯ ಪ್ರಕಾರ ಭೂ ಉಪಯೋಗ: [780, 1384, 874, 1409]
- table-cell-village: [668, 1502, 708, 1519]
- total-cell: [780, 1231, 874, 1256]
- total-cell: [874, 1231, 959, 1256]
- channapatna-ref: ಸಂಖ್ಯೆ: ಚಯೋಪ್ರಾ/ಭೂಪರಿ/05/2025-26: [489, 951, 624, 961]
- table-cell-hobli: [641, 1214, 668, 1231]
- table-cell-applicant: [511, 1485, 607, 1502]
- table-cell: 2: [12, 1622, 47, 1647]
- schedule-text: 1) The land bearing sy no 117/3, measuring 2 acre 03 guntas bounded on East by- Govt Canal, West by- abbaiahpa and sanjeevappa lands, North by- Muniyamma land, South by- Govt road, 2) The land bearing sy no 42, measuring 0.33 guntas, sy no 40, measuring 0.34 guntas, sy no 41/1, measuring 0.2 guntas common bounded on East by- Siddappa and munichandrappa lands West by- Road and Rajappa lands, North by- Govt canal, South by- Munichandra and Govt canal, 3) The land bearing sy no120/3 measuring 1 acre 25 guntas bounded on East- Govt Road, West by- Ramanna temple, North by- Gopamma land, South by- Sanjeevappa land, 4) The land bearing sy no 38/2, measuring 0.23 guntas bounded on East by- Govt Canal, West by- forest, North by- Narayanappa land, South by- Siddappa land, 5) The land bearing sy no 119/2, measuring 2 acre 13 guntas and Sy no 119/4 measuring 0.33 guntas commonly bounded on East by- sanjeevappa land West by- padmamma land, North by- muniyamma land, South by- narayanappa land, 6) The land bearing sy no 28/4, measuring 0.03 guntas bounded on East by- Nallappa land West by- Govt Road, North by- Ramakrishnappa land, South by- Kittappa land, 7) The land bearing sy no 43/p15, measuring 1 acre 02 guntas bounded on East by- forest West by- Govt canal, North by- kariyappa land, South by- Burial Ground, 8) The House property Khatha No 40 measuring 13x33 feet bounded on East by- Kittappa Land West by- road, North by- Road, South by- road, 9) RCC House Khatha no 41, measuring 21x33 feet bounded on East by- Road, West by- Road, North by- Road, South by- kote. The item no 1 to 9 are situated at anikarahalli Village, masthi hobli, malur taluk kolar dist. Given under my hand and seal of the court this 24th day of December 2025.: [10, 252, 162, 556]
- schedule-heading: SCHEDULE PROPERTY: [1009, 261, 1084, 269]
- table-cell-use: [874, 1451, 958, 1468]
- table-cell-num: 4: [490, 1468, 512, 1485]
- summons-heading: SUMMONS TO THE DEFENDANT No.1 UNDER ORDER V RULE 20 OF THE CODE OF CIVIL PROCEDURE: [496, 135, 641, 159]
- column-header: ಕೆಲಸದ ಅವಧಿ: [1092, 1516, 1166, 1530]
